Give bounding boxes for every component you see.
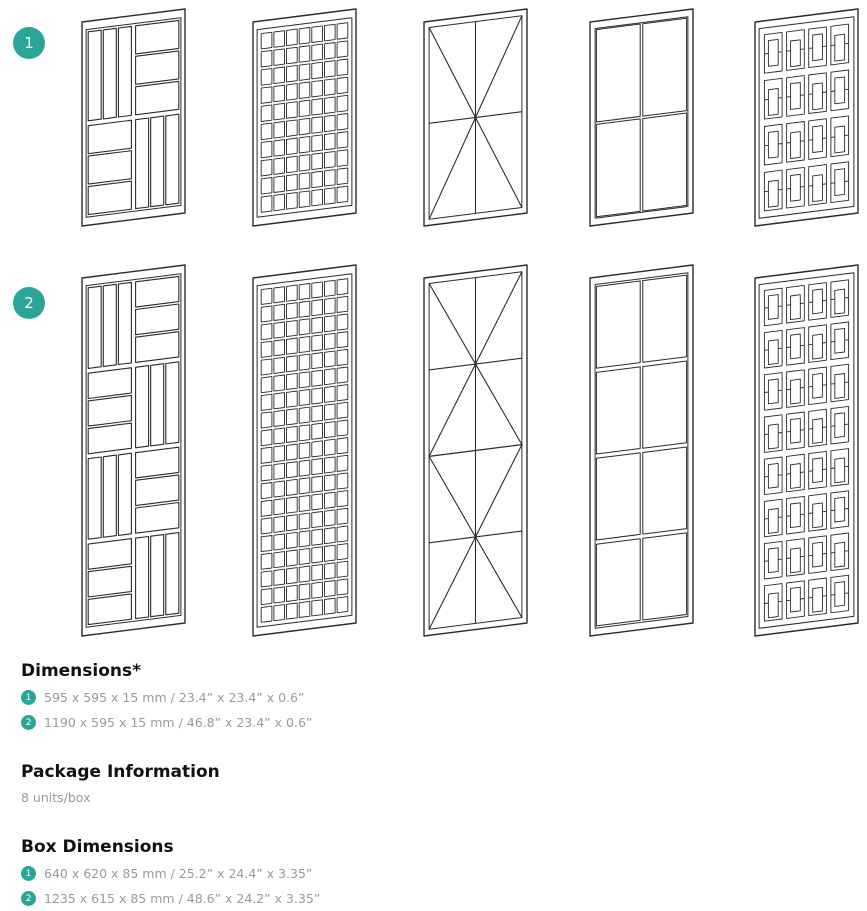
panel-diagonal-star-small <box>424 9 527 226</box>
size-badge-1: 1 <box>13 27 45 59</box>
size-badge-2: 2 <box>13 287 45 319</box>
package-section <box>21 762 220 805</box>
panel-four-pane-small <box>590 9 693 226</box>
badge-icon: 1 <box>21 690 36 705</box>
panel-four-pane-large <box>590 265 693 636</box>
box-dimensions-heading: Box Dimensions <box>21 837 174 857</box>
box-dimensions-section <box>21 837 320 911</box>
dimension-item-1 <box>21 685 312 710</box>
dimension-text: 595 x 595 x 15 mm / 23.4” x 23.4” x 0.6” <box>44 690 305 705</box>
dimensions-heading: Dimensions* <box>21 661 142 681</box>
panel-geometric-lattice-large <box>755 265 858 636</box>
panel-geometric-lattice-small <box>755 9 858 226</box>
dimensions-section <box>21 661 312 735</box>
package-heading: Package Information <box>21 762 220 782</box>
panel-basketweave-small <box>82 9 185 226</box>
box-dimension-item-2 <box>21 886 320 911</box>
package-text: 8 units/box <box>21 790 91 805</box>
badge-icon: 2 <box>21 891 36 906</box>
panel-basketweave-large <box>82 265 185 636</box>
box-dimension-item-1 <box>21 861 320 886</box>
badge-icon: 1 <box>21 866 36 881</box>
dimension-item-2 <box>21 710 312 735</box>
panel-diagonal-star-large <box>424 265 527 636</box>
badge-icon: 2 <box>21 715 36 730</box>
panel-grid-large <box>253 265 356 636</box>
panel-grid-small <box>253 9 356 226</box>
box-dimension-text: 640 x 620 x 85 mm / 25.2” x 24.4” x 3.35” <box>44 866 313 881</box>
box-dimension-text: 1235 x 615 x 85 mm / 48.6” x 24.2” x 3.35” <box>44 891 321 906</box>
dimension-text: 1190 x 595 x 15 mm / 46.8” x 23.4” x 0.6” <box>44 715 313 730</box>
